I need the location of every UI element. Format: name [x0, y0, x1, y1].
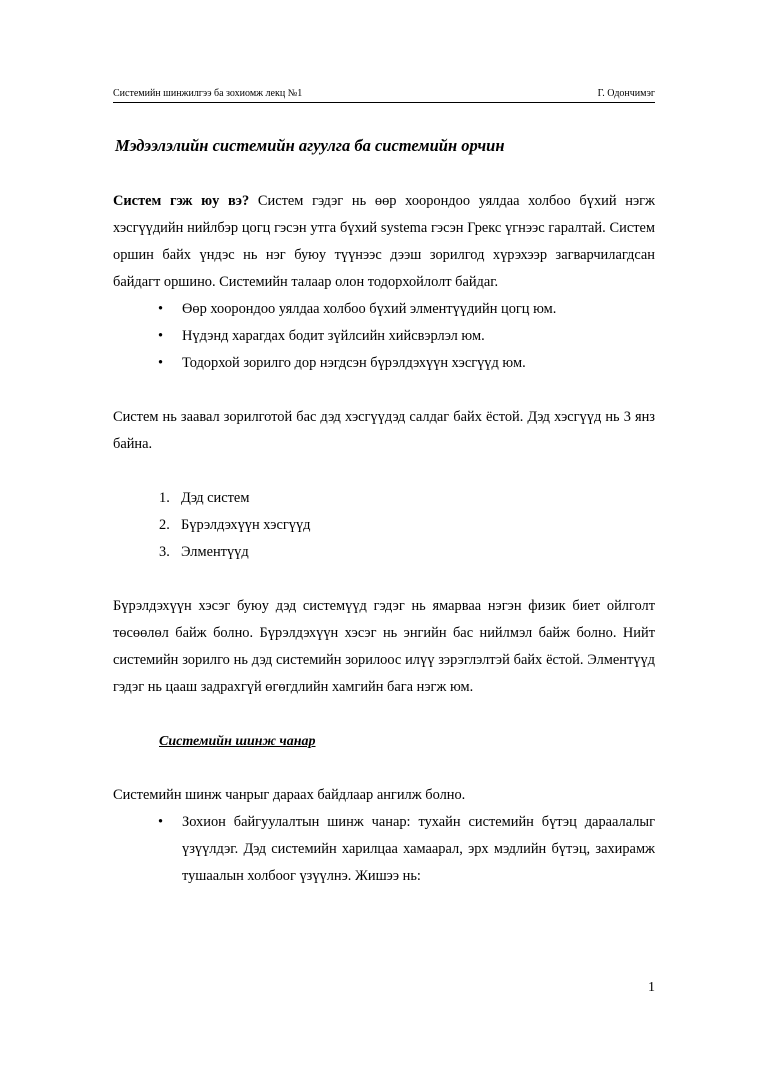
list-item: • Тодорхой зорилго дор нэгдсэн бүрэлдэхүүн хэсгүүд юм.: [113, 350, 655, 377]
bullet-icon: •: [158, 814, 164, 830]
header-course-title: Системийн шинжилгээ ба зохиомж лекц №1: [113, 88, 303, 99]
list-item: • Зохион байгуулалтын шинж чанар: тухайн системийн бүтэц дараалалыг үзүүлдэг. Дэд системийн харилцаа хамаарал, эрх мэдлийн бүтэц, захирамж тушаалын холбоог үзүүлнэ. Жишээ нь:: [113, 809, 655, 890]
list-item: 3. Элментүүд: [159, 544, 249, 560]
header-author: Г. Одончимэг: [597, 88, 655, 99]
list-item: • Нүдэнд харагдах бодит зүйлсийн хийсвэрлэл юм.: [113, 323, 655, 350]
page-number: 1: [648, 980, 655, 995]
properties-list: [113, 809, 655, 890]
properties-paragraph: Системийн шинж чанрыг дараах байдлаар ангилж болно.: [113, 787, 466, 803]
bullet-icon: •: [158, 328, 164, 344]
document-title: Мэдээлэлийн системийн агуулга ба системийн орчин: [115, 136, 505, 155]
list-item: • Өөр хоорондоо уялдаа холбоо бүхий элментүүдийн цогц юм.: [113, 296, 655, 323]
components-paragraph: Бүрэлдэхүүн хэсэг буюу дэд системүүд гэдэг нь ямарваа нэгэн физик биет ойлголт төсөөлөл байж болно. Бүрэлдэхүүн хэсэг нь энгийн бас нийлмэл байж болно. Нийт системийн зорилго нь дэд системийн зорилоос илүү зэрэглэлтэй байх ёстой. Элментүүд гэдэг нь цааш задрахгүй өгөгдлийн хамгийн бага нэгж юм.: [113, 598, 655, 695]
subsystem-paragraph: Систем нь заавал зорилготой бас дэд хэсгүүдэд салдаг байх ёстой. Дэд хэсгүүд нь 3 янз байна.: [113, 409, 655, 452]
page-header: [113, 88, 655, 103]
intro-paragraph: [113, 188, 655, 296]
definition-list: [113, 296, 655, 377]
list-item: 1. Дэд систем: [159, 490, 250, 506]
intro-question: Систем гэж юу вэ?: [113, 193, 250, 209]
document-body: [113, 188, 655, 890]
bullet-icon: •: [158, 301, 164, 317]
intro-text: Систем гэдэг нь өөр хоорондоо уялдаа холбоо бүхий нэгж хэсгүүдийн нийлбэр цогц гэсэн утга бүхий systema гэсэн Грекс үгнээс гаралтай. Систем оршин байх үндэс нь нэг буюу түүнээс дээш зорилгод хүрэхээр загварчилагдсан байдагт оршино. Системийн талаар олон тодорхойлолт байдаг.: [113, 193, 655, 290]
section-subheading: Системийн шинж чанар: [159, 734, 316, 749]
subsystem-types-list: [113, 485, 655, 566]
bullet-icon: •: [158, 355, 164, 371]
list-item: 2. Бүрэлдэхүүн хэсгүүд: [159, 517, 311, 533]
